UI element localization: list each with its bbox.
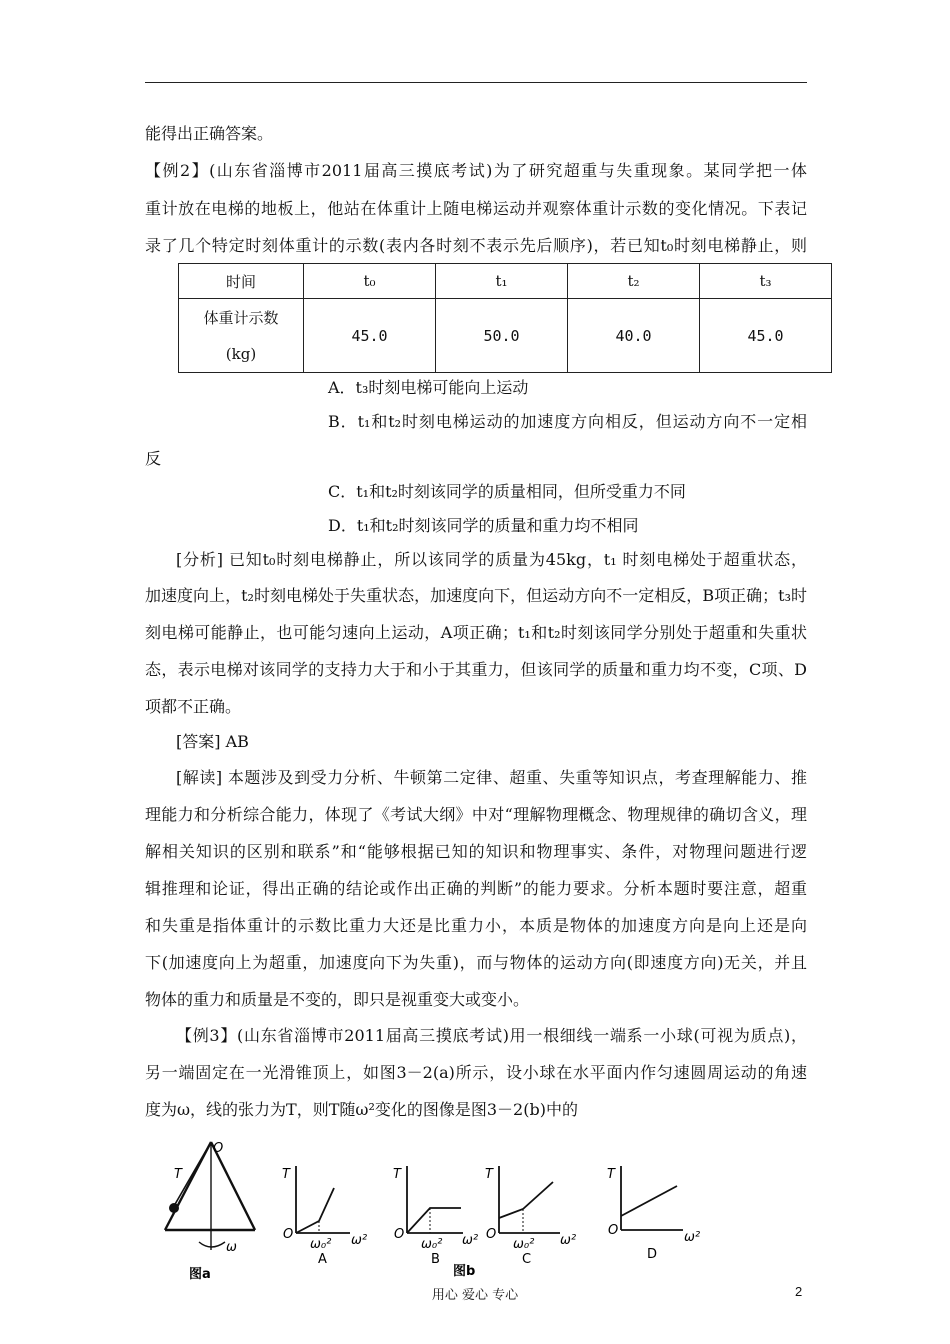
interpretation-line: 理能力和分析综合能力，体现了《考试大纲》中对“理解物理概念、物理规律的确切含义，理 — [145, 805, 807, 824]
interpretation-line: [解读] 本题涉及到受力分析、牛顿第二定律、超重、失重等知识点，考查理解能力、推 — [176, 768, 807, 787]
table-row — [179, 264, 832, 299]
analysis-line: 刻电梯可能静止，也可能匀速向上运动，A项正确；t₁和t₂时刻该同学分别处于超重和失重状 — [145, 623, 807, 642]
graph-d — [621, 1166, 683, 1230]
table-cell: 50.0 — [436, 299, 568, 373]
answer-line: [答案] AB — [176, 732, 249, 751]
text-line: 【例2】(山东省淄博市2011届高三摸底考试)为了研究超重与失重现象。某同学把一体 — [145, 161, 807, 180]
physics-figure — [155, 1138, 715, 1288]
label-omega0-sq: ω₀² — [310, 1237, 332, 1252]
graph-b — [407, 1166, 463, 1233]
label-O: O — [283, 1227, 294, 1242]
label-omega-sq: ω² — [462, 1233, 479, 1248]
label-omega-sq: ω² — [684, 1230, 701, 1245]
fig-b-caption: 图b — [453, 1264, 476, 1279]
page-number: 2 — [795, 1284, 803, 1299]
label-omega-sq: ω² — [351, 1233, 368, 1248]
interpretation-line: 和失重是指体重计的示数比重力大还是比重力小，本质是物体的加速度方向是向上还是向 — [145, 916, 807, 935]
text-line: 重计放在电梯的地板上，他站在体重计上随电梯运动并观察体重计示数的变化情况。下表记 — [145, 199, 807, 218]
option-b: B．t₁和t₂时刻电梯运动的加速度方向相反，但运动方向不一定相 — [328, 412, 807, 431]
table-cell: 40.0 — [568, 299, 700, 373]
option-c: C．t₁和t₂时刻该同学的质量相同，但所受重力不同 — [328, 482, 686, 501]
interpretation-line: 下(加速度向上为超重，加速度向下为失重)，而与物体的运动方向(即速度方向)无关，并且 — [145, 953, 807, 972]
label-T: T — [282, 1167, 290, 1182]
label-omega0-sq: ω₀² — [421, 1237, 443, 1252]
table-header-cell: t₃ — [700, 264, 832, 299]
table-header-cell: t₂ — [568, 264, 700, 299]
interpretation-line: 物体的重力和质量是不变的，即只是视重变大或变小。 — [145, 990, 530, 1009]
table-cell: 45.0 — [700, 299, 832, 373]
label-omega0-sq: ω₀² — [513, 1237, 535, 1252]
row-unit: (kg) — [225, 344, 257, 363]
option-a: A．t₃时刻电梯可能向上运动 — [328, 378, 529, 397]
row-label: 体重计示数 — [203, 308, 279, 327]
ball-icon — [169, 1203, 179, 1213]
option-d: D．t₁和t₂时刻该同学的质量和重力均不相同 — [328, 516, 639, 535]
figure-a-cone — [165, 1142, 255, 1250]
analysis-line: 态，表示电梯对该同学的支持力大于和小于其重力，但该同学的质量和重力均不变，C项、D — [145, 660, 807, 679]
graph-caption: C — [522, 1252, 532, 1267]
label-O: O — [213, 1141, 224, 1156]
label-O: O — [394, 1227, 405, 1242]
footer-text: 用心 爱心 专心 — [431, 1288, 519, 1303]
text-line: 录了几个特定时刻体重计的示数(表内各时刻不表示先后顺序)，若已知t₀时刻电梯静止，则 — [145, 236, 807, 255]
label-omega-sq: ω² — [560, 1233, 577, 1248]
graph-caption: D — [647, 1247, 658, 1262]
text-line: 能得出正确答案。 — [145, 124, 274, 143]
option-b-cont: 反 — [145, 449, 162, 468]
label-O: O — [486, 1227, 497, 1242]
table-header-cell: 时间 — [179, 264, 304, 299]
header-rule — [145, 82, 807, 83]
table-header-cell: t₀ — [304, 264, 436, 299]
label-T: T — [174, 1167, 182, 1182]
graph-a — [296, 1166, 350, 1233]
table-row-label-cell — [179, 299, 304, 373]
example-line: 【例3】(山东省淄博市2011届高三摸底考试)用一根细线一端系一小球(可视为质点)， — [176, 1026, 807, 1045]
table-cell: 45.0 — [304, 299, 436, 373]
fig-a-caption: 图a — [189, 1267, 211, 1282]
interpretation-line: 辑推理和论证，得出正确的结论或作出正确的判断”的能力要求。分析本题时要注意，超重 — [145, 879, 807, 898]
graph-c — [499, 1166, 560, 1233]
analysis-line: [分析] 已知t₀时刻电梯静止，所以该同学的质量为45kg，t₁ 时刻电梯处于超重状态， — [176, 550, 807, 569]
label-omega: ω — [226, 1240, 237, 1255]
analysis-line: 项都不正确。 — [145, 697, 242, 716]
example-line: 另一端固定在一光滑锥顶上，如图3－2(a)所示，设小球在水平面内作匀速圆周运动的角速 — [145, 1063, 807, 1082]
interpretation-line: 解相关知识的区别和联系”和“能够根据已知的知识和物理事实、条件，对物理问题进行逻 — [145, 842, 807, 861]
label-T: T — [485, 1167, 493, 1182]
label-O: O — [608, 1223, 619, 1238]
data-table — [178, 263, 832, 373]
graph-caption: A — [318, 1252, 327, 1267]
analysis-line: 加速度向上，t₂时刻电梯处于失重状态，加速度向下，但运动方向不一定相反，B项正确；t₃时 — [145, 586, 807, 605]
graph-caption: B — [431, 1252, 440, 1267]
example-line: 度为ω，线的张力为T，则T随ω²变化的图像是图3－2(b)中的 — [145, 1100, 578, 1119]
table-header-cell: t₁ — [436, 264, 568, 299]
label-T: T — [393, 1167, 401, 1182]
table-row — [179, 299, 832, 373]
label-T: T — [607, 1167, 615, 1182]
